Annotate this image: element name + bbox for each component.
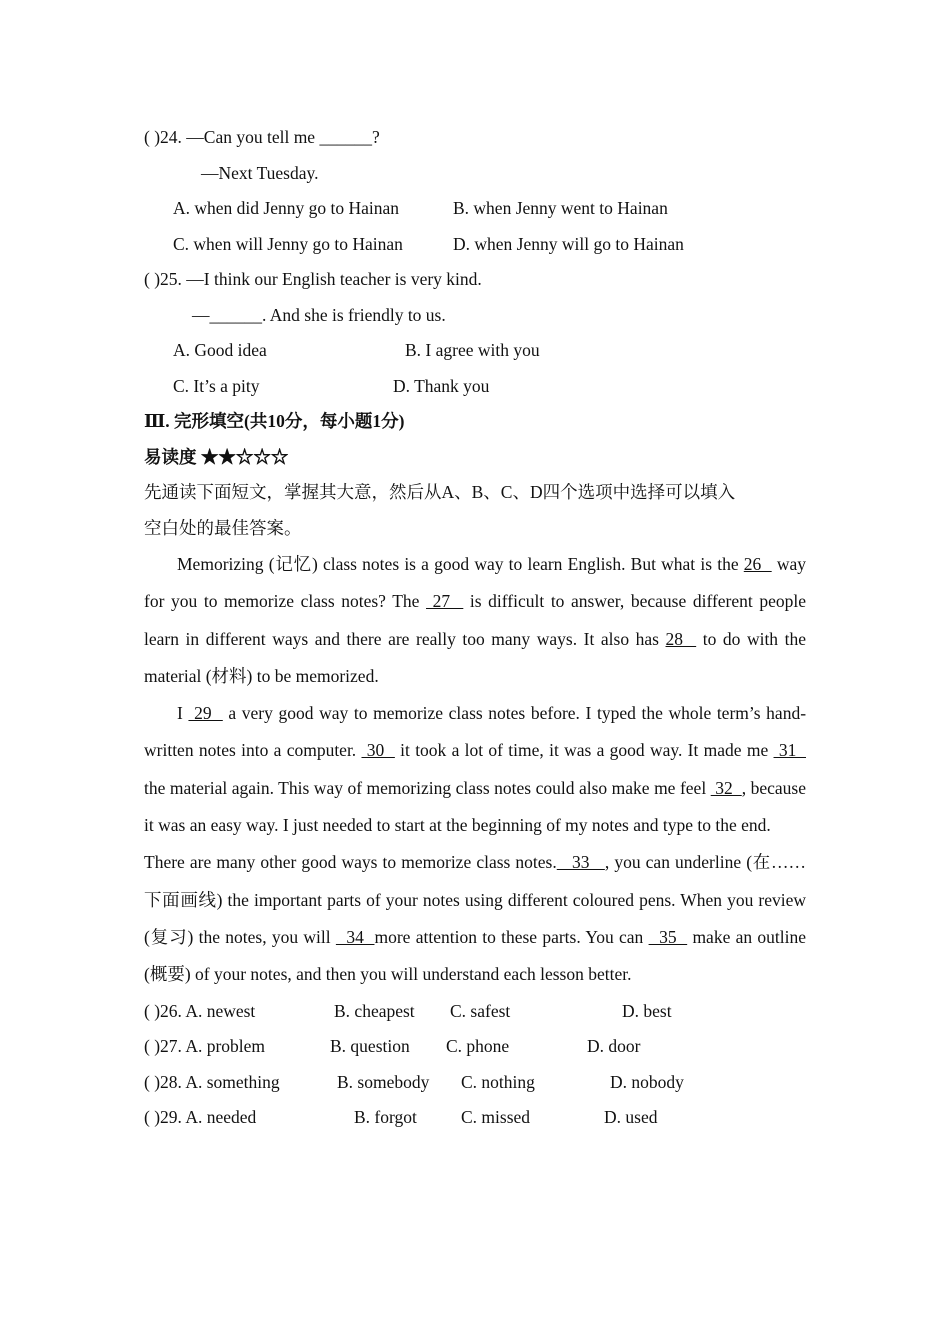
blank-28: 28 [665, 628, 697, 649]
option-25-b: B. I agree with you [405, 340, 540, 360]
question-24-options-row-1 [144, 191, 806, 227]
option-24-a: A. when did Jenny go to Hainan [173, 198, 400, 218]
choice-27-b: B. question [330, 1036, 410, 1057]
choice-26-b: B. cheapest [334, 1000, 415, 1021]
passage-text: , because it was an easy way. I just needed to start at the beginning of my notes and type to the end. [144, 777, 806, 836]
choice-26-c: C. safest [450, 1000, 511, 1021]
question-24-stem: ( )24. —Can you tell me ______? [144, 127, 380, 147]
passage-text: There are many other good ways to memorize class notes. [144, 852, 557, 873]
choice-29-a: ( )29. A. needed [144, 1107, 257, 1128]
blank-27: 27 [426, 591, 464, 612]
question-25-options-row-1 [144, 333, 806, 369]
blank-31: 31 [773, 740, 806, 761]
choice-row-27 [144, 1029, 806, 1065]
blank-29: 29 [188, 703, 223, 724]
blank-34: 34 [335, 926, 375, 947]
blank-32: 32 [710, 777, 742, 798]
question-25-options-row-2 [144, 369, 806, 405]
choice-28-a: ( )28. A. something [144, 1071, 280, 1092]
exam-page [144, 120, 806, 1136]
choice-row-28 [144, 1065, 806, 1101]
passage-text: I [177, 703, 189, 724]
question-24-options-row-2 [144, 227, 806, 263]
question-25-stem: ( )25. —I think our English teacher is very kind. [144, 269, 482, 289]
instruction-line-2: 空白处的最佳答案。 [144, 517, 302, 538]
option-24-b: B. when Jenny went to Hainan [453, 198, 668, 218]
passage-text: make an outline (概要) of your notes, and then you will understand each lesson better. [144, 926, 807, 985]
question-25-reply: —______. And she is friendly to us. [192, 304, 446, 325]
option-24-c: C. when will Jenny go to Hainan [173, 233, 403, 254]
passage-paragraph-1 [144, 546, 806, 695]
passage-paragraph-2 [144, 695, 806, 844]
instruction-line-1: 先通读下面短文，掌握其大意，然后从A、B、C、D四个选项中选择可以填入 [144, 482, 736, 502]
difficulty-rating: 易读度 ★★☆☆☆ [144, 446, 289, 467]
section-heading: Ⅲ. 完形填空(共10分，每小题1分) [144, 411, 405, 431]
choice-29-d: D. used [604, 1107, 658, 1128]
passage-text: to do with the material (材料) to be memorized. [144, 628, 806, 686]
blank-33: 33 [556, 852, 605, 873]
passage-text: more attention to these parts. You can [374, 926, 649, 947]
option-24-d: D. when Jenny will go to Hainan [453, 233, 684, 254]
option-25-c: C. It’s a pity [173, 375, 260, 396]
choice-row-26 [144, 994, 806, 1030]
passage-text: it took a lot of time, it was a good way. It made me [394, 740, 774, 761]
choice-26-d: D. best [622, 1000, 672, 1021]
choice-27-c: C. phone [446, 1036, 510, 1057]
passage-text: Memorizing (记忆) class notes is a good way to learn English. But what is the [177, 554, 744, 574]
cloze-passage [144, 546, 806, 994]
choice-28-d: D. nobody [610, 1071, 684, 1092]
blank-35: 35 [648, 926, 688, 947]
passage-text: a very good way to memorize class notes before. I typed the whole term’s hand-written notes into a computer. [144, 703, 807, 761]
option-25-a: A. Good idea [173, 340, 267, 360]
option-25-d: D. Thank you [393, 375, 490, 396]
passage-text: , you can underline (在……下面画线) the important parts of your notes using different coloured pens. When you review (复习) the notes, you will [144, 852, 806, 947]
choice-29-c: C. missed [461, 1107, 531, 1128]
passage-paragraph-3 [144, 844, 806, 993]
choice-27-d: D. door [587, 1036, 641, 1057]
choice-29-b: B. forgot [354, 1107, 417, 1128]
passage-text: way for you to memorize class notes? The [144, 554, 807, 612]
choice-row-29 [144, 1100, 806, 1136]
choice-27-a: ( )27. A. problem [144, 1036, 266, 1057]
blank-30: 30 [361, 740, 395, 761]
choice-26-a: ( )26. A. newest [144, 1000, 256, 1021]
passage-text: the material again. This way of memorizing class notes could also make me feel [144, 777, 711, 798]
blank-26: 26 [743, 554, 772, 574]
passage-text: is difficult to answer, because different people learn in different ways and there are really too many ways. It also has [144, 591, 807, 649]
choice-28-c: C. nothing [461, 1071, 535, 1092]
choice-28-b: B. somebody [337, 1071, 430, 1092]
question-24-reply: —Next Tuesday. [201, 162, 319, 183]
